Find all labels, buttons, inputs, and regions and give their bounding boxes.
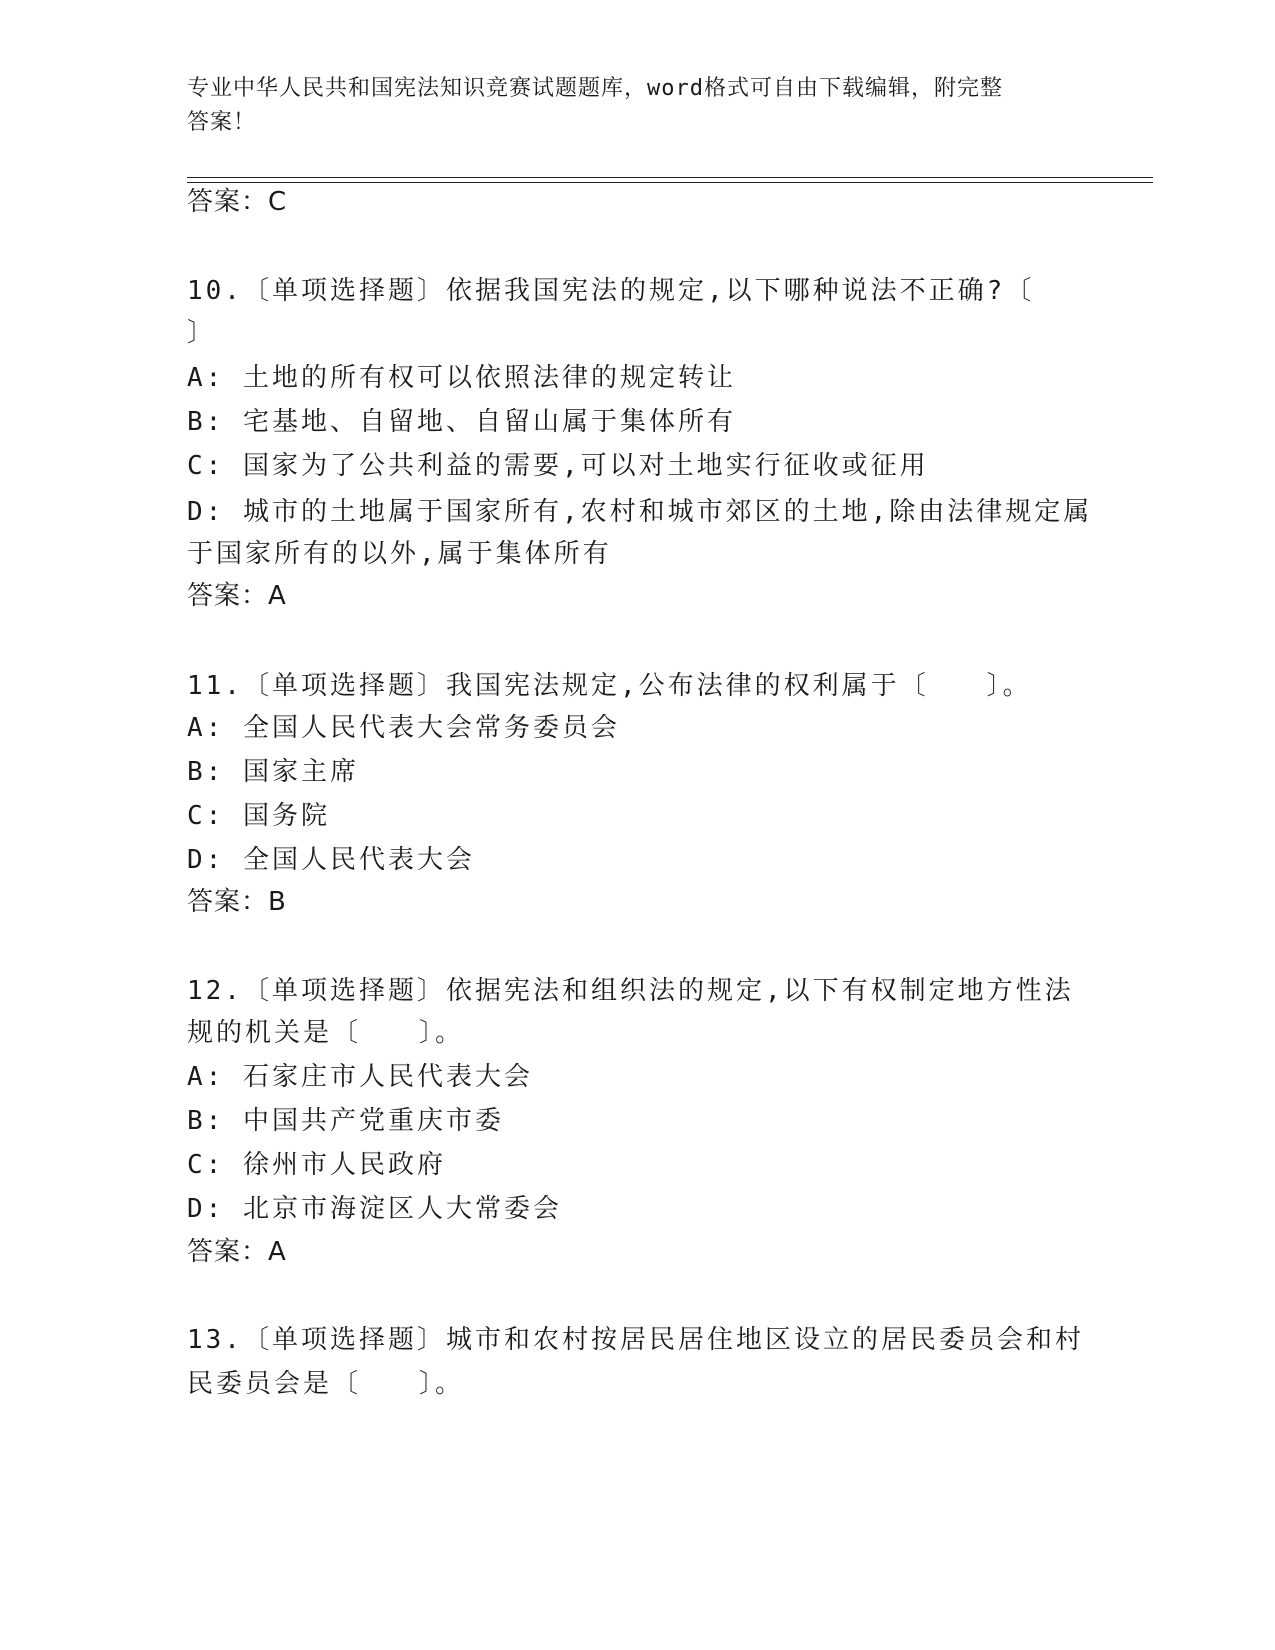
question-stem-cont: 规的机关是〔 〕。	[187, 1018, 465, 1048]
answer: 答案：A	[187, 1237, 287, 1267]
option-d: D: 城市的土地属于国家所有,农村和城市郊区的土地,除由法律规定属	[187, 497, 1093, 527]
question-stem-cont: 民委员会是〔 〕。	[187, 1369, 465, 1399]
option-a: A: 石家庄市人民代表大会	[187, 1062, 533, 1092]
answer: 答案：A	[187, 581, 287, 611]
option-b: B: 中国共产党重庆市委	[187, 1106, 504, 1136]
option-b: B: 宅基地、自留地、自留山属于集体所有	[187, 407, 736, 437]
answer: 答案：B	[187, 887, 287, 917]
option-d: D: 全国人民代表大会	[187, 845, 475, 875]
header-rule-top	[187, 177, 1153, 178]
question-stem: 11.〔单项选择题〕我国宪法规定,公布法律的权利属于〔 〕。	[187, 671, 1032, 701]
option-b: B: 国家主席	[187, 757, 359, 787]
previous-answer: 答案：C	[187, 187, 288, 217]
question-stem: 10.〔单项选择题〕依据我国宪法的规定,以下哪种说法不正确?〔	[187, 276, 1035, 306]
question-stem-cont: 〕	[187, 318, 217, 348]
option-d-cont: 于国家所有的以外,属于集体所有	[187, 539, 612, 569]
header-rule-bottom	[187, 182, 1153, 183]
option-d: D: 北京市海淀区人大常委会	[187, 1194, 562, 1224]
option-c: C: 徐州市人民政府	[187, 1150, 446, 1180]
question-stem: 13.〔单项选择题〕城市和农村按居民居住地区设立的居民委员会和村	[187, 1325, 1084, 1355]
option-c: C: 国务院	[187, 801, 330, 831]
question-stem: 12.〔单项选择题〕依据宪法和组织法的规定,以下有权制定地方性法	[187, 976, 1074, 1006]
option-a: A: 土地的所有权可以依照法律的规定转让	[187, 363, 736, 393]
option-a: A: 全国人民代表大会常务委员会	[187, 713, 620, 743]
document-header	[187, 72, 1067, 140]
header-line-2: 答案！	[187, 110, 257, 135]
option-c: C: 国家为了公共利益的需要,可以对土地实行征收或征用	[187, 451, 929, 481]
header-line-1: 专业中华人民共和国宪法知识竞赛试题题库，word格式可自由下载编辑，附完整	[187, 76, 1003, 101]
